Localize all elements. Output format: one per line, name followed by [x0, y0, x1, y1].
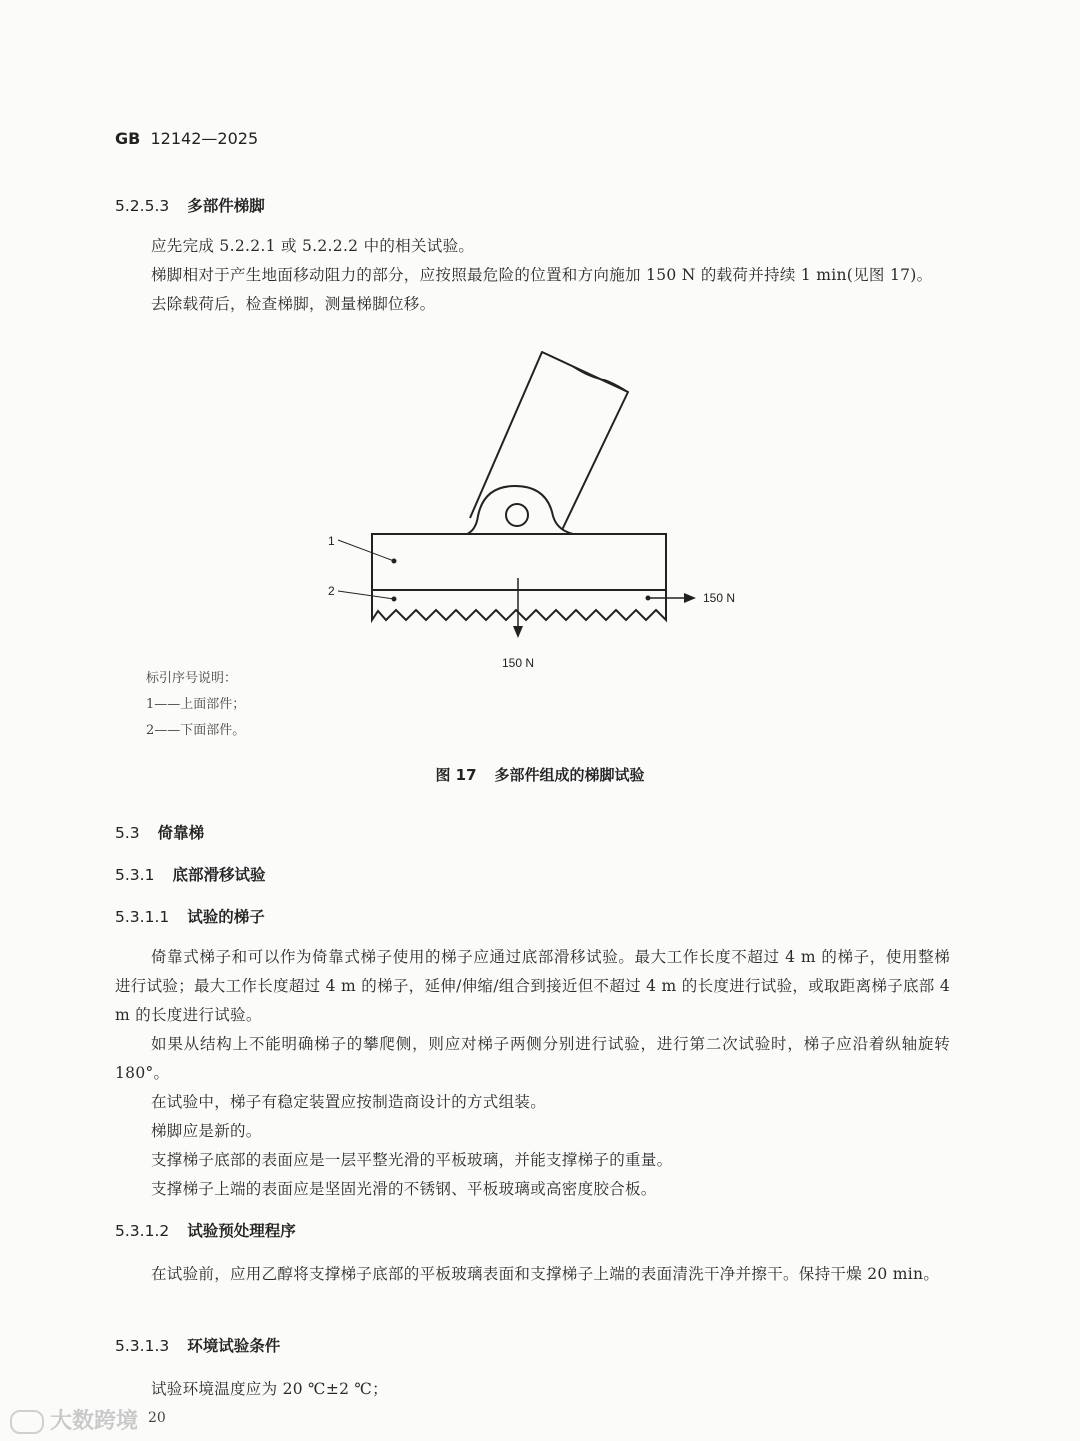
section-body-5311 [115, 943, 950, 1204]
section-number: 5.3.1.2 [115, 1222, 170, 1240]
page-number: 20 [148, 1410, 166, 1426]
paragraph: 去除载荷后，检查梯脚，测量梯脚位移。 [151, 295, 436, 313]
standard-number: 12142—2025 [150, 129, 259, 148]
horizontal-force-arrowhead [684, 593, 696, 603]
lower-part [372, 590, 666, 620]
paragraph: 支撑梯子底部的表面应是一层平整光滑的平板玻璃，并能支撑梯子的重量。 [151, 1151, 673, 1169]
standard-prefix: GB [115, 129, 141, 148]
section-number: 5.3.1 [115, 866, 155, 884]
section-number: 5.3 [115, 824, 140, 842]
hinge-knuckle [467, 486, 573, 534]
section-heading-5312 [115, 1219, 296, 1241]
section-number: 5.3.1.1 [115, 908, 170, 926]
hinge-pin [506, 504, 528, 526]
section-title: 环境试验条件 [187, 1337, 281, 1355]
paragraph: 在试验前，应用乙醇将支撑梯子底部的平板玻璃表面和支撑梯子上端的表面清洗干净并擦干。保持干燥 20 min。 [151, 1265, 940, 1283]
ladder-foot-figure [0, 0, 1080, 700]
section-body-5313 [115, 1375, 950, 1404]
vertical-force-arrowhead [513, 626, 523, 638]
section-number: 5.2.5.3 [115, 197, 170, 215]
paragraph: 梯脚相对于产生地面移动阻力的部分，应按照最危险的位置和方向施加 150 N 的载荷并持续 1 min(见图 17)。 [151, 266, 933, 284]
section-title: 试验预处理程序 [187, 1222, 296, 1240]
callout-2: 2 [328, 584, 335, 598]
vertical-force-label: 150 N [502, 656, 535, 670]
paragraph: 梯脚应是新的。 [151, 1122, 262, 1140]
paragraph: 试验环境温度应为 20 ℃±2 ℃； [151, 1380, 388, 1398]
paragraph: 在试验中，梯子有稳定装置应按制造商设计的方式组装。 [151, 1093, 547, 1111]
section-title: 试验的梯子 [187, 908, 265, 926]
callout-1-dot [392, 559, 396, 563]
section-heading-5313 [115, 1334, 280, 1356]
callout-1-leader [338, 540, 394, 561]
figure-legend [146, 666, 245, 744]
section-body-5312 [115, 1260, 950, 1289]
watermark [10, 1404, 138, 1435]
callout-2-leader [338, 591, 394, 599]
legend-title: 标引序号说明： [146, 671, 238, 686]
section-title: 底部滑移试验 [172, 866, 266, 884]
paragraph: 如果从结构上不能明确梯子的攀爬侧，则应对梯子两侧分别进行试验，进行第二次试验时，梯子应沿着纵轴旋转 180°。 [115, 1035, 950, 1082]
section-heading-53 [115, 821, 204, 843]
figure-title: 多部件组成的梯脚试验 [494, 766, 645, 784]
horizontal-force-label: 150 N [703, 591, 736, 605]
legend-item: 2——下面部件。 [146, 723, 246, 738]
section-heading-5311 [115, 905, 265, 927]
paragraph: 倚靠式梯子和可以作为倚靠式梯子使用的梯子应通过底部滑移试验。最大工作长度不超过 4 m 的梯子，使用整梯进行试验；最大工作长度超过 4 m 的梯子，延伸/伸缩/组合到接近但不超过 4 m 的长度进行试验，或取距离梯子底部 4 m 的长度进行试验。 [115, 948, 950, 1024]
figure-number: 图 17 [435, 766, 477, 784]
upper-part [372, 534, 666, 590]
section-heading-531 [115, 863, 265, 885]
section-number: 5.3.1.3 [115, 1337, 170, 1355]
section-title: 多部件梯脚 [187, 197, 265, 215]
callout-2-dot [392, 597, 396, 601]
watermark-text: 大数跨境 [50, 1409, 139, 1434]
paragraph: 支撑梯子上端的表面应是坚固光滑的不锈钢、平板玻璃或高密度胶合板。 [151, 1180, 657, 1198]
watermark-logo-icon [10, 1410, 44, 1434]
section-title: 倚靠梯 [157, 824, 205, 842]
paragraph: 应先完成 5.2.2.1 或 5.2.2.2 中的相关试验。 [151, 237, 475, 255]
legend-item: 1——上面部件； [146, 697, 246, 712]
figure-caption [0, 764, 1080, 785]
callout-1: 1 [328, 534, 335, 548]
